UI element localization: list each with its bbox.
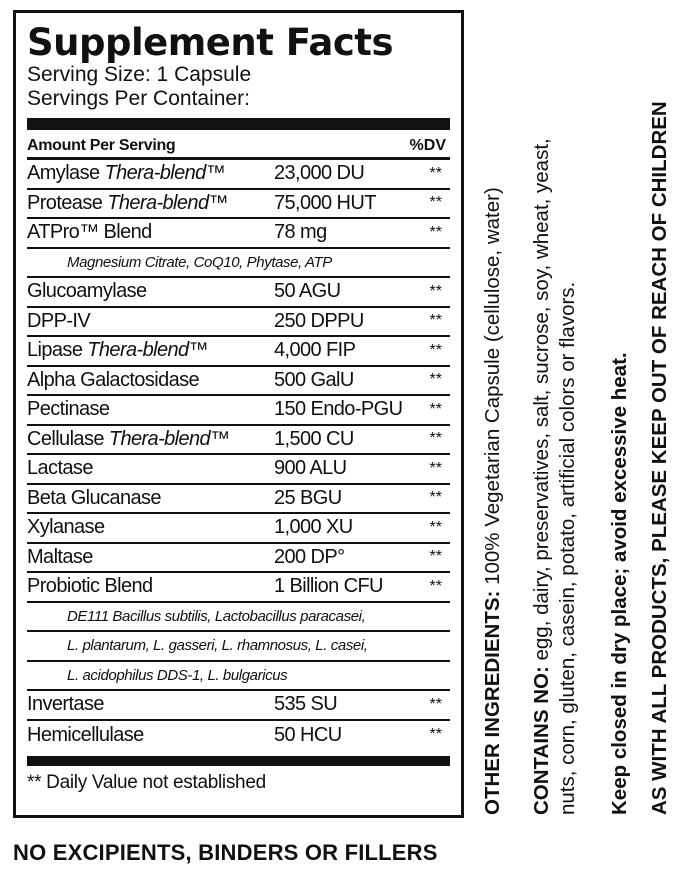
other-ingredients-value: 100% Vegetarian Capsule (cellulose, water) xyxy=(481,187,504,591)
no-excipients-tagline: NO EXCIPIENTS, BINDERS OR FILLERS xyxy=(13,840,438,865)
ingredient-amount: 1,000 XU xyxy=(274,516,353,539)
table-row xyxy=(27,721,450,751)
table-row xyxy=(27,455,450,485)
blend-label: Thera-blend™ xyxy=(107,191,228,214)
ingredient-amount: 1 Billion CFU xyxy=(274,575,383,598)
other-ingredients-label: OTHER INGREDIENTS: xyxy=(481,590,504,815)
table-row xyxy=(27,367,450,397)
ingredient-dv: ** xyxy=(429,371,442,389)
ingredient-name: Beta Glucanase xyxy=(27,486,161,509)
ingredient-name: Invertase xyxy=(27,693,104,716)
supplement-facts-panel xyxy=(13,10,464,818)
atpro-sub-ingredients: Magnesium Citrate, CoQ10, Phytase, ATP xyxy=(27,249,450,279)
table-row xyxy=(27,190,450,220)
ingredient-amount: 150 Endo-PGU xyxy=(274,398,403,421)
ingredient-amount: 23,000 DU xyxy=(274,162,365,185)
ingredient-dv: ** xyxy=(429,282,442,300)
ingredient-dv: ** xyxy=(429,194,442,212)
ingredient-name: Hemicellulase xyxy=(27,723,144,746)
ingredient-name: Cellulase xyxy=(27,427,109,450)
ingredient-dv: ** xyxy=(429,341,442,359)
ingredient-name: Lipase xyxy=(27,339,88,362)
contains-no-value: egg, dairy, preservatives, salt, sucrose, soy, wheat, yeast, xyxy=(530,138,553,667)
table-row xyxy=(27,544,450,574)
ingredient-amount: 50 HCU xyxy=(274,723,342,746)
storage-instructions: Keep closed in dry place; avoid excessive heat. xyxy=(608,352,631,815)
contains-no-text xyxy=(530,115,554,815)
table-row xyxy=(27,573,450,603)
ingredient-name: Lactase xyxy=(27,457,93,480)
contains-no-label: CONTAINS NO: xyxy=(530,666,553,815)
servings-per-container: Servings Per Container: xyxy=(27,87,250,110)
ingredient-dv: ** xyxy=(429,312,442,330)
ingredient-amount: 25 BGU xyxy=(274,486,342,509)
table-row xyxy=(27,426,450,456)
table-row xyxy=(27,514,450,544)
ingredient-name: Amylase xyxy=(27,162,105,185)
ingredient-name: Probiotic Blend xyxy=(27,575,153,598)
ingredient-name: Maltase xyxy=(27,545,93,568)
table-row xyxy=(27,278,450,308)
ingredient-amount: 78 mg xyxy=(274,221,327,244)
dv-label: %DV xyxy=(409,137,446,154)
blend-label: Thera-blend™ xyxy=(87,339,208,362)
table-row xyxy=(27,485,450,515)
ingredient-amount: 535 SU xyxy=(274,693,338,716)
serving-size: Serving Size: 1 Capsule xyxy=(27,63,252,86)
ingredient-amount: 200 DP° xyxy=(274,545,345,568)
ingredient-name: Xylanase xyxy=(27,516,105,539)
ingredient-name: Alpha Galactosidase xyxy=(27,368,200,391)
ingredient-dv: ** xyxy=(429,400,442,418)
ingredient-amount: 50 AGU xyxy=(274,280,341,303)
contains-no-text-line2: nuts, corn, gluten, casein, potato, artificial colors or flavors. xyxy=(556,281,579,815)
children-warning: AS WITH ALL PRODUCTS, PLEASE KEEP OUT OF REACH OF CHILDREN xyxy=(648,101,671,815)
ingredient-amount: 500 GalU xyxy=(274,368,354,391)
footnote: ** Daily Value not established xyxy=(27,772,266,793)
ingredient-amount: 900 ALU xyxy=(274,457,347,480)
ingredient-dv: ** xyxy=(429,430,442,448)
ingredient-dv: ** xyxy=(429,164,442,182)
probiotic-sub-line: L. plantarum, L. gasseri, L. rhamnosus, L. casei, xyxy=(27,632,450,662)
table-row xyxy=(27,308,450,338)
table-row xyxy=(27,219,450,249)
table-row xyxy=(27,396,450,426)
panel-title: Supplement Facts xyxy=(27,21,394,64)
other-ingredients-text xyxy=(481,115,505,815)
ingredient-dv: ** xyxy=(429,518,442,536)
table-row xyxy=(27,337,450,367)
ingredient-amount: 4,000 FIP xyxy=(274,339,356,362)
thick-divider xyxy=(27,118,450,130)
ingredient-amount: 75,000 HUT xyxy=(274,191,376,214)
probiotic-sub-line: DE111 Bacillus subtilis, Lactobacillus paracasei, xyxy=(27,603,450,633)
ingredient-name: ATPro™ Blend xyxy=(27,221,152,244)
ingredient-dv: ** xyxy=(429,223,442,241)
ingredient-amount: 1,500 CU xyxy=(274,427,354,450)
amount-per-serving-label: Amount Per Serving xyxy=(27,137,176,154)
ingredient-name: Protease xyxy=(27,191,108,214)
ingredient-name: Glucoamylase xyxy=(27,280,147,303)
table-row xyxy=(27,160,450,190)
probiotic-sub-line: L. acidophilus DDS-1, L. bulgaricus xyxy=(27,662,450,692)
blend-label: Thera-blend™ xyxy=(104,162,226,185)
ingredient-dv: ** xyxy=(429,459,442,477)
ingredient-name: Pectinase xyxy=(27,398,110,421)
ingredient-dv: ** xyxy=(429,726,442,744)
ingredient-dv: ** xyxy=(429,577,442,595)
ingredient-name: DPP-IV xyxy=(27,309,91,332)
table-row xyxy=(27,691,450,721)
table-header xyxy=(27,130,450,160)
ingredient-dv: ** xyxy=(429,548,442,566)
blend-label: Thera-blend™ xyxy=(108,427,230,450)
bottom-divider xyxy=(27,756,450,766)
ingredient-dv: ** xyxy=(429,489,442,507)
ingredient-amount: 250 DPPU xyxy=(274,309,364,332)
ingredient-dv: ** xyxy=(429,695,442,713)
